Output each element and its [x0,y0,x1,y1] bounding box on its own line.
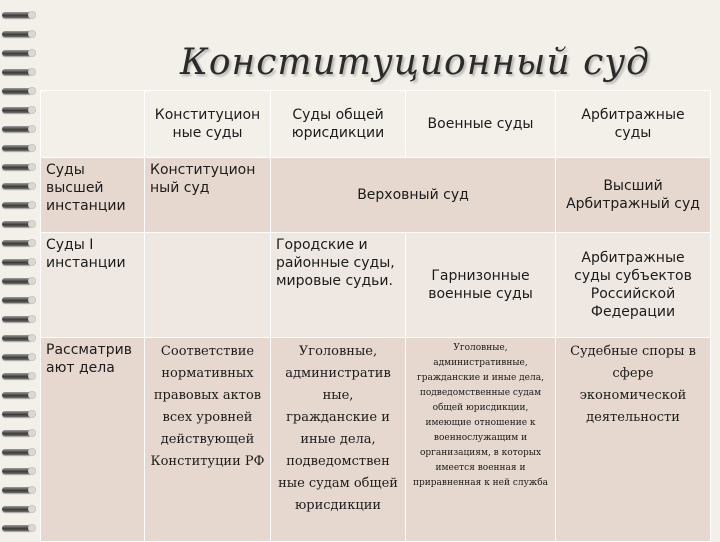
header-empty-cell [41,91,145,158]
spiral-ring [2,31,32,37]
cell-supreme-court: Верховный суд [271,158,556,233]
row-label-cases: Рассматрив ают дела [41,338,145,542]
cell-city-district-courts: Городские и районные суды, мировые судьи. [271,233,406,338]
slide-title: Конституционный суд [180,42,650,83]
spiral-ring [2,183,32,189]
spiral-ring [2,449,32,455]
spiral-ring [2,373,32,379]
spiral-ring [2,316,32,322]
cell-first-constitutional-empty [145,233,271,338]
cell-garrison-military-courts: Гарнизонные военные суды [406,233,556,338]
spiral-ring [2,12,32,18]
courts-table [40,90,711,542]
table-row-first-instance [41,233,711,338]
cell-cases-military: Уголовные, административные, гражданские и иные дела, подведомственные судам общей юрисдикции, имеющие отношение к военнослужащим и организациям, в которых имеется военная и приравненная к ней служба [406,338,556,542]
spiral-ring [2,392,32,398]
spiral-ring [2,88,32,94]
spiral-ring [2,164,32,170]
row-label-high-instance: Суды высшей инстанции [41,158,145,233]
cell-supreme-arbitration-court: Высший Арбитражный суд [556,158,711,233]
spiral-ring [2,126,32,132]
spiral-ring [2,202,32,208]
row-label-first-instance: Суды I инстанции [41,233,145,338]
spiral-ring [2,506,32,512]
spiral-ring [2,430,32,436]
spiral-ring [2,259,32,265]
spiral-ring [2,525,32,531]
spiral-ring [2,69,32,75]
header-arbitration-courts: Арбитражные суды [556,91,711,158]
spiral-ring [2,411,32,417]
spiral-ring [2,487,32,493]
cell-cases-general: Уголовные, административ ные, гражданские и иные дела, подведомствен ные судам общей юрисдикции [271,338,406,542]
header-military-courts: Военные суды [406,91,556,158]
table-row-high-instance [41,158,711,233]
spiral-ring [2,107,32,113]
cell-regional-arbitration-courts: Арбитражные суды субъектов Российской Федерации [556,233,711,338]
spiral-ring [2,468,32,474]
spiral-ring [2,221,32,227]
cell-constitutional-court: Конституцион ный суд [145,158,271,233]
spiral-ring [2,278,32,284]
spiral-ring [2,297,32,303]
spiral-ring [2,354,32,360]
header-constitutional-courts: Конституцион ные суды [145,91,271,158]
notebook-spiral-binding [0,0,40,540]
table-header-row [41,91,711,158]
header-general-jurisdiction-courts: Суды общей юрисдикции [271,91,406,158]
cell-cases-constitutional: Соответствие нормативных правовых актов всех уровней действующей Конституции РФ [145,338,271,542]
spiral-ring [2,145,32,151]
spiral-ring [2,240,32,246]
spiral-ring [2,335,32,341]
table-row-cases [41,338,711,542]
cell-cases-arbitration: Судебные споры в сфере экономической деятельности [556,338,711,542]
spiral-ring [2,50,32,56]
